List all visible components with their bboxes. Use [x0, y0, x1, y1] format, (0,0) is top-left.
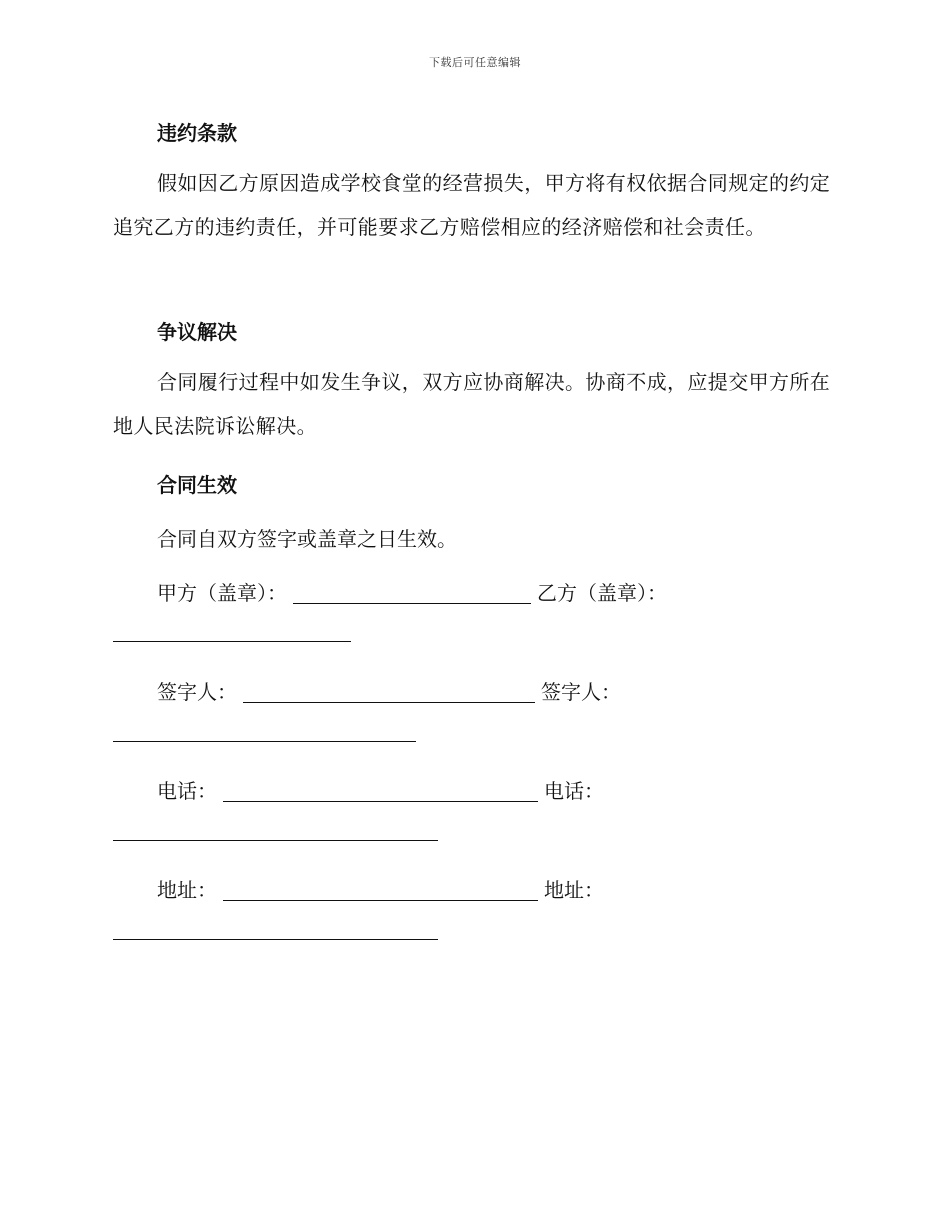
section-title-dispute: 争议解决 [157, 320, 237, 344]
signer-b-label: 签字人： [541, 680, 621, 704]
signer-b-field[interactable] [113, 740, 416, 742]
section-body-effect: 合同自双方签字或盖章之日生效。 [157, 527, 457, 551]
phone-a-field[interactable] [223, 800, 538, 802]
signer-a-label: 签字人： [157, 680, 237, 704]
section-title-breach: 违约条款 [157, 121, 237, 145]
signer-row [157, 676, 877, 705]
page-header-caption: 下载后可任意编辑 [429, 56, 521, 69]
phone-b-label: 电话： [544, 779, 604, 803]
party-a-seal-field[interactable] [293, 602, 531, 604]
party-b-seal-label: 乙方（盖章）： [537, 581, 667, 605]
address-a-label: 地址： [157, 878, 217, 902]
phone-b-field[interactable] [113, 839, 438, 841]
section-body-breach: 假如因乙方原因造成学校食堂的经营损失，甲方将有权依据合同规定的约定追究乙方的违约责任，并可能要求乙方赔偿相应的经济赔偿和社会责任。 [113, 171, 831, 239]
address-row [157, 874, 877, 903]
phone-row [157, 775, 877, 804]
signer-a-field[interactable] [243, 701, 535, 703]
address-a-field[interactable] [223, 899, 538, 901]
seal-row [157, 577, 877, 606]
section-body-dispute: 合同履行过程中如发生争议，双方应协商解决。协商不成，应提交甲方所在地人民法院诉讼解决。 [113, 370, 831, 438]
phone-a-label: 电话： [157, 779, 217, 803]
address-b-field[interactable] [113, 938, 438, 940]
party-a-seal-label: 甲方（盖章）： [157, 581, 287, 605]
section-title-effect: 合同生效 [157, 473, 237, 497]
address-b-label: 地址： [544, 878, 604, 902]
party-b-seal-field[interactable] [113, 640, 351, 642]
